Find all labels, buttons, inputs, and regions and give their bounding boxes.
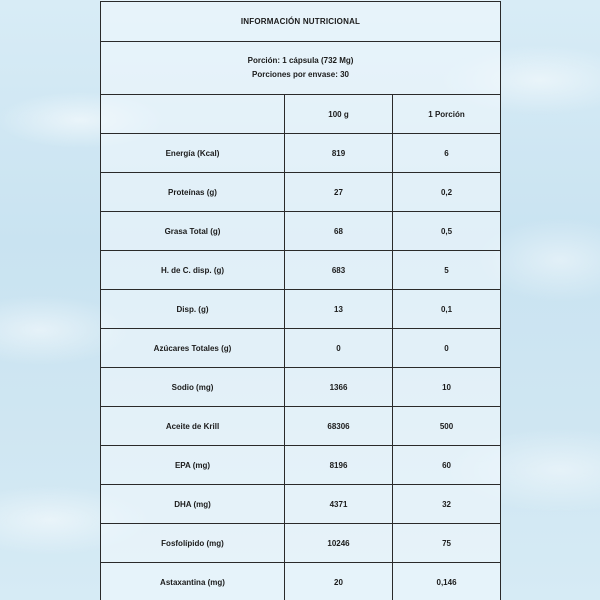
column-header-portion: 1 Porción xyxy=(393,95,501,134)
nutrient-label: Proteínas (g) xyxy=(101,173,285,212)
value-per-100g: 27 xyxy=(285,173,393,212)
table-title-row xyxy=(101,2,501,42)
value-per-portion: 10 xyxy=(393,368,501,407)
table-row xyxy=(101,251,501,290)
value-per-portion: 0,146 xyxy=(393,563,501,600)
value-per-100g: 20 xyxy=(285,563,393,600)
table-row xyxy=(101,212,501,251)
value-per-100g: 68 xyxy=(285,212,393,251)
value-per-portion: 0 xyxy=(393,329,501,368)
nutrient-label: Grasa Total (g) xyxy=(101,212,285,251)
table-row xyxy=(101,485,501,524)
nutrient-label: Disp. (g) xyxy=(101,290,285,329)
value-per-100g: 4371 xyxy=(285,485,393,524)
table-row xyxy=(101,329,501,368)
nutrient-label: H. de C. disp. (g) xyxy=(101,251,285,290)
value-per-portion: 0,5 xyxy=(393,212,501,251)
table-title: INFORMACIÓN NUTRICIONAL xyxy=(101,2,501,42)
value-per-100g: 1366 xyxy=(285,368,393,407)
value-per-portion: 75 xyxy=(393,524,501,563)
value-per-portion: 5 xyxy=(393,251,501,290)
value-per-100g: 0 xyxy=(285,329,393,368)
value-per-portion: 500 xyxy=(393,407,501,446)
nutrient-label: Fosfolípido (mg) xyxy=(101,524,285,563)
value-per-portion: 0,2 xyxy=(393,173,501,212)
table-row xyxy=(101,368,501,407)
value-per-100g: 8196 xyxy=(285,446,393,485)
table-row xyxy=(101,173,501,212)
value-per-100g: 10246 xyxy=(285,524,393,563)
value-per-100g: 683 xyxy=(285,251,393,290)
nutrition-facts-table xyxy=(100,1,501,600)
value-per-100g: 13 xyxy=(285,290,393,329)
serving-size: Porción: 1 cápsula (732 Mg) xyxy=(247,56,354,65)
column-header-label xyxy=(101,95,285,134)
portion-info-row xyxy=(101,42,501,95)
nutrient-label: DHA (mg) xyxy=(101,485,285,524)
value-per-100g: 819 xyxy=(285,134,393,173)
column-header-row xyxy=(101,95,501,134)
portion-info xyxy=(101,42,501,95)
table-row xyxy=(101,134,501,173)
table-row xyxy=(101,290,501,329)
value-per-portion: 0,1 xyxy=(393,290,501,329)
value-per-portion: 32 xyxy=(393,485,501,524)
value-per-portion: 60 xyxy=(393,446,501,485)
value-per-portion: 6 xyxy=(393,134,501,173)
nutrient-label: EPA (mg) xyxy=(101,446,285,485)
servings-per-container: Porciones por envase: 30 xyxy=(252,70,349,79)
nutrient-label: Aceite de Krill xyxy=(101,407,285,446)
table-row xyxy=(101,524,501,563)
value-per-100g: 68306 xyxy=(285,407,393,446)
table-row xyxy=(101,446,501,485)
table-row xyxy=(101,407,501,446)
column-header-100g: 100 g xyxy=(285,95,393,134)
nutrient-label: Astaxantina (mg) xyxy=(101,563,285,600)
nutrient-label: Sodio (mg) xyxy=(101,368,285,407)
nutrient-label: Azúcares Totales (g) xyxy=(101,329,285,368)
nutrient-label: Energía (Kcal) xyxy=(101,134,285,173)
table-row xyxy=(101,563,501,600)
